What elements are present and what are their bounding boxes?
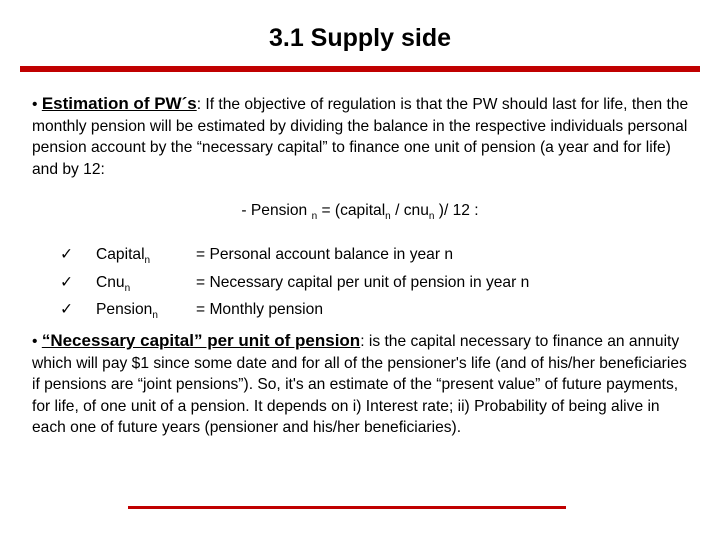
bullet-necessary-capital — [32, 330, 692, 439]
bullet-lead: Estimation of PW´s — [41, 94, 197, 113]
bullet-marker: • — [32, 96, 38, 113]
definition-item — [60, 272, 529, 300]
title-divider — [20, 66, 700, 72]
formula-part: - Pension — [241, 202, 312, 219]
formula-part: = (capital — [317, 202, 386, 219]
formula-subscript: n — [428, 211, 435, 223]
bullet-text: : is the capital necessary to finance an annuity which will pay $1 since some date and for all of the pensioner's life (and of his/her beneficiaries if pensions are “joint pensions”). So, it's an estimate of the “present value” of future payments, for life, of one unit of a pension. It depends on i) Interest rate; ii) Probability of being alive in each one of future years (pensioner and his/her beneficiaries). — [32, 333, 687, 436]
definition-meaning: = Personal account balance in year n — [196, 246, 454, 263]
definition-list — [60, 244, 529, 327]
formula-subscript: n — [311, 211, 318, 223]
check-icon: ✓ — [60, 245, 74, 263]
formula-subscript: n — [385, 211, 391, 223]
check-icon: ✓ — [60, 300, 74, 319]
definition-item — [60, 244, 529, 272]
pension-formula — [0, 202, 720, 222]
bullet-lead: “Necessary capital” per unit of pension — [41, 331, 361, 350]
definition-meaning: = Monthly pension — [196, 301, 323, 319]
definition-term: Cnu$_n$ — [96, 273, 131, 294]
page-title: 3.1 Supply side — [268, 24, 451, 52]
bullet-estimation — [32, 93, 692, 180]
bullet-marker: • — [32, 333, 38, 350]
definition-term: Pension$_n$ — [96, 301, 158, 322]
formula-part: / cnu — [390, 202, 429, 219]
bullet-text: : If the objective of regulation is that the PW should last for life, then the monthly pension will be estimated by dividing the balance in the respective individuals personal pension account by the “necessary capital” to finance one unit of pension (a year and for life) and by 12: — [32, 96, 689, 178]
check-icon: ✓ — [60, 272, 74, 291]
definition-meaning: = Necessary capital per unit of pension in year n — [196, 273, 530, 291]
definition-item — [60, 299, 529, 327]
definition-term: Capital$_n$ — [96, 246, 151, 267]
bottom-divider — [128, 506, 566, 509]
formula-part: )/ 12 : — [434, 202, 479, 219]
